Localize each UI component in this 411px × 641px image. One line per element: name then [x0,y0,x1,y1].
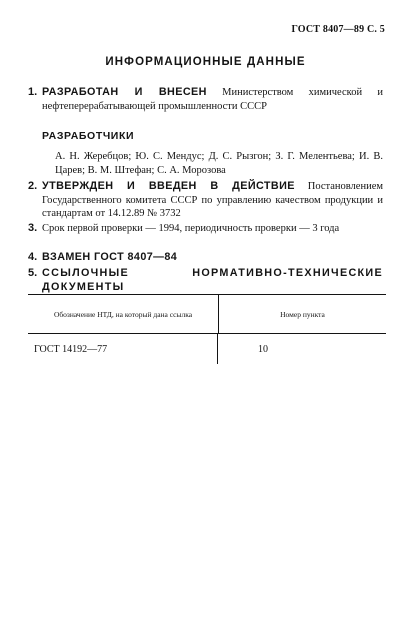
page-title: ИНФОРМАЦИОННЫЕ ДАННЫЕ [105,56,306,68]
item-lead: ВЗАМЕН ГОСТ 8407—84 [42,251,178,263]
info-item-5 [28,267,383,294]
running-header: ГОСТ 8407—89 С. 5 [291,24,385,35]
item-lead: ССЫЛОЧНЫЕ НОРМАТИВНО-ТЕХНИЧЕСКИЕ ДОКУМЕНТЫ [42,267,383,293]
info-item-2 [28,180,383,221]
item-number: 5. [28,267,38,279]
column-header-clause: Номер пункта [280,309,325,319]
item-number: 2. [28,180,38,192]
item-number: 1. [28,86,38,98]
info-item-4 [28,251,383,265]
developers-heading: РАЗРАБОТЧИКИ [42,130,135,142]
item-lead: РАЗРАБОТАН И ВНЕСЕН [42,86,207,98]
table-cell-document: ГОСТ 14192—77 [28,334,218,364]
column-header-document: Обозначение НТД, на который дана ссылка [28,295,219,333]
table-row [28,334,386,364]
item-text: Срок первой проверки — 1994, периодичность проверки — 3 года [42,223,340,234]
item-text: Постановлением Государственного комитета СССР по управлению качеством продукции и стандартам от 14.12.89 № 3732 [42,181,384,219]
info-item-1 [28,86,383,113]
item-text: Министерством химической и нефтеперерабатывающей промышленности СССР [42,87,383,112]
info-item-3 [28,222,383,236]
developers-list: А. Н. Жеребцов; Ю. С. Мендус; Д. С. Рызгон; З. Г. Мелентьева; И. В. Царев; В. М. Штефан; С. А. Морозова [55,151,383,176]
table-cell-clause: 10 [258,343,268,355]
item-lead: УТВЕРЖДЕН И ВВЕДЕН В ДЕЙСТВИЕ [42,180,295,192]
item-number: 4. [28,251,38,263]
item-number: 3. [28,222,38,234]
references-table [28,294,386,364]
table-header-row [28,295,386,334]
